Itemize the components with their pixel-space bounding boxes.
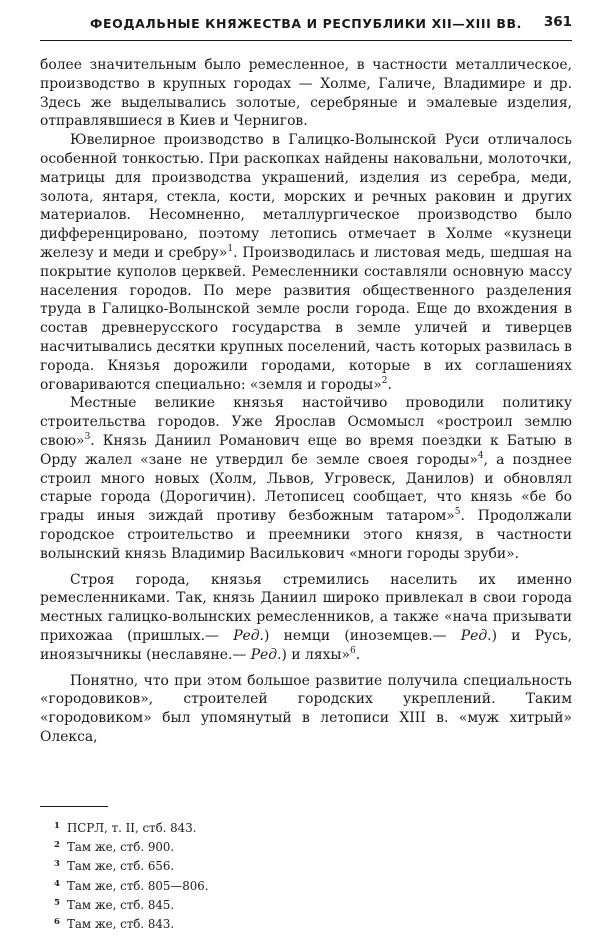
footnote-item: 3 Там же, стб. 656.	[54, 859, 175, 874]
footnote-item: 5 Там же, стб. 845.	[54, 897, 175, 912]
footnote-item: 1 ПСРЛ, т. II, стб. 843.	[54, 821, 197, 835]
footnotes	[54, 818, 208, 933]
footnote-ref-6[interactable]: 6	[349, 645, 356, 656]
footnote-divider	[40, 806, 108, 807]
footnote-ref-5[interactable]: 5	[454, 507, 461, 518]
footnote-item: 6 Там же, стб. 843.	[54, 917, 175, 932]
footnote-ref-4[interactable]: 4	[477, 450, 484, 461]
paragraph-5: Понятно, что при этом большое развитие получила специальность «городовиков», строителей городских укреплений. Таким «городовиком» был упомянутый в летописи XIII в. «муж хитрый» Олекса,	[40, 672, 572, 745]
paragraph-1: более значительным было ремесленное, в частности металлическое, производство в крупных городах — Холме, Галиче, Владимире и др. Здесь же выделывались золотые, серебряные и эмалевые изделия, отправлявшиеся в Киев и Чернигов.	[40, 57, 572, 130]
footnote-ref-1[interactable]: 1	[227, 243, 234, 254]
footnote-item: 2 Там же, стб. 900.	[54, 840, 175, 855]
page-header	[40, 14, 572, 41]
body-text	[40, 56, 572, 747]
paragraph-4: Строя города, князья стремились населить их именно ремесленниками. Так, князь Даниил широко привлекал в свои города местных галицко-волынских ремесленников, а также «нача призывати прихожаа (пришлых.— Ред.) немци (иноземцев.— Ред.) и Русь, иноязычникы (неславяне.— Ред.) и ляхы»$^6$.	[40, 571, 572, 663]
paragraph-2: Ювелирное производство в Галицко-Волынской Руси отличалось особенной тонкостью. При раскопках найдены наковальни, молоточки, матрицы для производства украшений, изделия из серебра, меди, золота, янтаря, стекла, кости, морских и речных раковин и других материалов. Несомненно, металлургическое производство было дифференцировано, поэтому летопись отмечает в Холме «кузнеци железу и меди и сребру»$^1$. Производилась и листовая медь, шедшая на покрытие куполов церквей. Ремесленники составляли основную массу населения городов. По мере развития общественного разделения труда в Галицко-Волынской земле росли города. Еще до вхождения в состав древнерусского государства в земле уличей и тиверцев насчитывались десятки крупных поселений, часть которых развилась в города. Князья дорожили городами, которые в их соглашениях оговариваются специально: «земля и городы»$^2$.	[40, 132, 573, 393]
footnote-ref-3[interactable]: 3	[84, 431, 91, 442]
footnote-item: 4 Там же, стб. 805—806.	[54, 878, 209, 893]
paragraph-3: Местные великие князья настойчиво проводили политику строительства городов. Уже Ярослав Осмомысл «ростроил землю свою»$^3$. Князь Даниил Романович еще во время поездки к Батыю в Орду жалел «зане не утвердил бе земле своея городы»$^4$, а позднее строил много новых (Холм, Львов, Угровеск, Данилов) и обновлял старые города (Дорогичин). Летописец сообщает, что князь «бе бо грады иныя зиждай противу безбожным татаром»$^5$. Продолжали городское строительство и преемники этого князя, в частности волынский князь Владимир Василькович «многи городы зруби».	[40, 395, 572, 562]
running-head: ФЕОДАЛЬНЫЕ КНЯЖЕСТВА И РЕСПУБЛИКИ XII—XIII ВВ.	[90, 16, 522, 31]
footnote-ref-2[interactable]: 2	[381, 375, 388, 386]
page-number: 361	[543, 14, 572, 30]
